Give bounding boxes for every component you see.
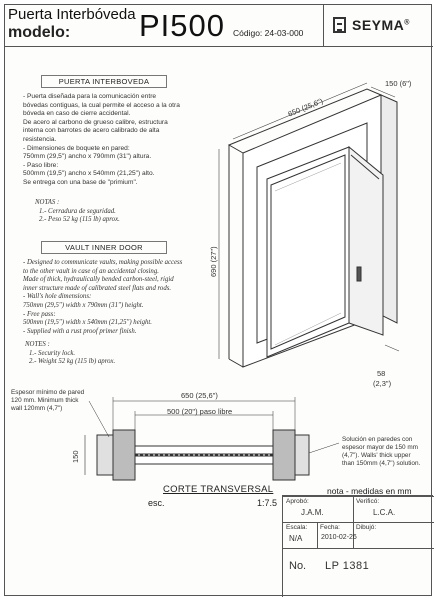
scale-label: esc. (148, 498, 165, 508)
min-wall-note: Espesor mínimo de pared 120 mm. Minimum thick wall 120mm (4,7") (11, 389, 85, 412)
measure-note: nota - medidas en mm (327, 486, 412, 496)
product-code: Código: 24-03-000 (233, 28, 304, 38)
dim-frame-inch: (2,3") (373, 379, 392, 388)
section-title: CORTE TRANSVERSAL (163, 484, 274, 495)
model-label: modelo: (8, 24, 71, 41)
verified-value: L.C.A. (373, 508, 396, 517)
english-section-title: VAULT INNER DOOR (41, 241, 167, 254)
verified-label: Verificó: (356, 498, 380, 505)
section-width: 650 (25,6") (181, 391, 218, 400)
english-description: - Designed to communicate vaults, making possible access to the other vault in case of an accidental closing. Made of thick, hydraulically bended carbon-steel, rigid inner structure made of calibrated steel flats and rods. - Wall's hole dimensions: 750mm (29,5") width x 790mm (31") height. - Free pass: 500mm (19,5") width x 540mm (21,25") height. - Supplied with a rust proof primer finish. (23, 259, 183, 335)
number-label: No. (289, 560, 307, 572)
door-swing-panel (349, 147, 383, 335)
section-wall: 150 (71, 450, 80, 463)
brand-name: SEYMA® (352, 17, 410, 33)
scale-box-value: N/A (289, 534, 303, 543)
scale-value: 1:7.5 (257, 498, 278, 508)
drawn-label: Dibujó: (356, 524, 377, 531)
title-block (282, 495, 433, 597)
spanish-notes: NOTAS : 1.- Cerradura de seguridad. 2.- Peso 52 kg (115 lb) aprox. (35, 199, 120, 224)
number-value: LP 1381 (325, 560, 370, 572)
date-label: Fecha: (320, 524, 340, 531)
date-value: 2010-02-26 (321, 534, 357, 541)
door-leaf (267, 147, 349, 357)
approved-label: Aprobó: (286, 498, 309, 505)
dim-height: 690 (27") (209, 246, 218, 277)
thick-wall-note: Solución en paredes con espesor mayor de 150 mm (4,7"). Walls' thick upper than 150mm (4,7") solution. (342, 436, 421, 467)
approved-value: J.A.M. (301, 508, 324, 517)
dim-depth: 150 (6") (385, 79, 412, 88)
model-code: PI500 (139, 8, 226, 43)
section-pass: 500 (20") paso libre (167, 407, 233, 416)
spanish-section-title: PUERTA INTERBOVEDA (41, 75, 167, 88)
dim-width: 650 (25,6") (286, 96, 325, 119)
lock-handle (357, 267, 361, 281)
document-title: Puerta Interbóveda (8, 6, 136, 23)
scale-box-label: Escala: (286, 524, 308, 531)
dim-frame: 58 (377, 369, 386, 378)
spanish-description: - Puerta diseñada para la comunicación entre bóvedas contiguas, la cual permite el acceso a la otra bóveda en caso de cierre accidental. De acero al carbono de grueso calibre, estructura interna con barrotes de acero calibrado de alta resistencia. - Dimensiones de boquete en pared: 750mm (29,5") ancho x 790mm (31") altura. - Paso libre: 500mm (19,5") ancho x 540mm (21,25") alto. Se entrega con una base de "primium". (23, 93, 180, 186)
english-notes: NOTES : 1.- Security lock. 2.- Weight 52 kg (115 lb) aprox. (25, 341, 116, 366)
drawing-sheet (4, 4, 432, 596)
